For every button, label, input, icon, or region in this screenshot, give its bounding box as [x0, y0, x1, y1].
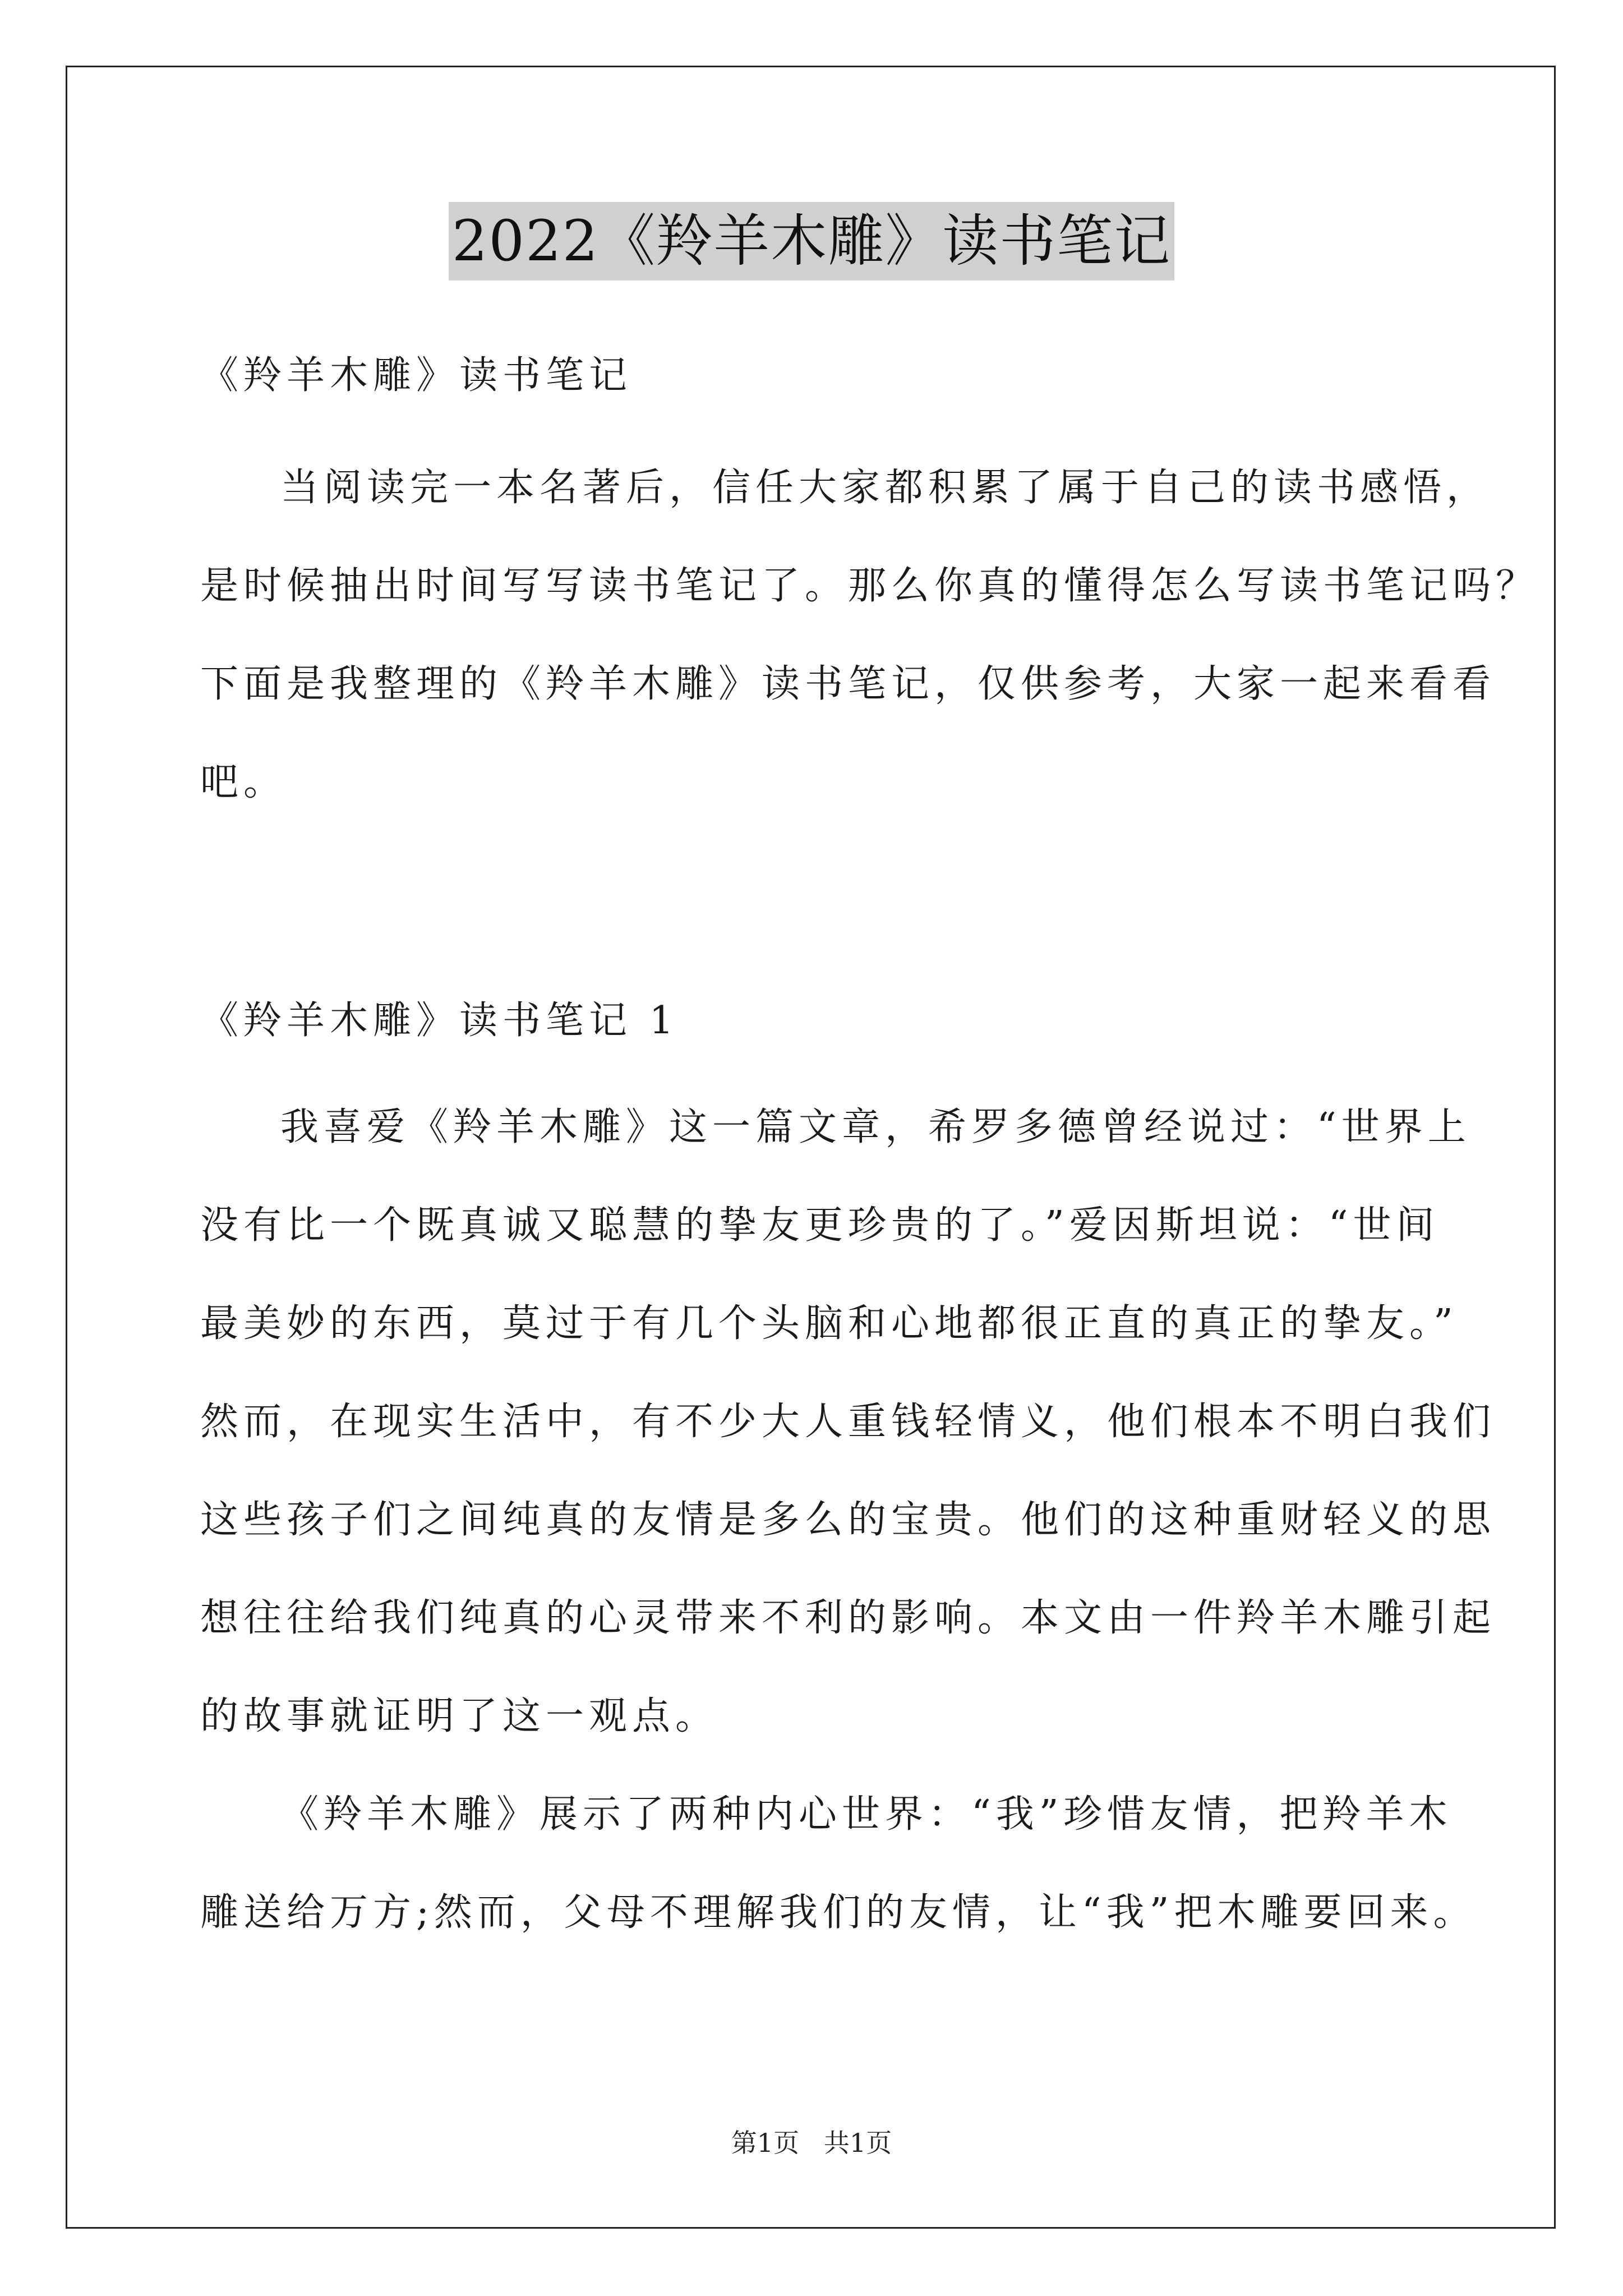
para1-line: 的故事就证明了这一观点。	[200, 1694, 719, 1738]
para1-line: 我喜爱《羚羊木雕》这一篇文章，希罗多德曾经说过：“世界上	[280, 1105, 1471, 1149]
para1-line: 这些孩子们之间纯真的友情是多么的宝贵。他们的这种重财轻义的思	[200, 1498, 1496, 1542]
page-footer: 第1页 共1页	[731, 2128, 892, 2158]
para1-line: 想往往给我们纯真的心灵带来不利的影响。本文由一件羚羊木雕引起	[200, 1596, 1496, 1640]
intro-line: 吧。	[200, 760, 287, 804]
title-container	[0, 202, 1623, 280]
para1-line: 然而，在现实生活中，有不少大人重钱轻情义，他们根本不明白我们	[200, 1400, 1496, 1444]
intro-line: 是时候抽出时间写写读书笔记了。那么你真的懂得怎么写读书笔记吗？	[200, 564, 1539, 608]
para1-line: 最美妙的东西，莫过于有几个头脑和心地都很正直的真正的挚友。”	[200, 1301, 1458, 1346]
intro-line: 下面是我整理的《羚羊木雕》读书笔记，仅供参考，大家一起来看看	[200, 662, 1496, 706]
section-heading: 《羚羊木雕》读书笔记 1	[200, 999, 679, 1043]
intro-line: 当阅读完一本名著后，信任大家都积累了属于自己的读书感悟，	[280, 466, 1490, 510]
document-title: 2022《羚羊木雕》读书笔记	[449, 202, 1175, 280]
para2-line: 雕送给万方;然而，父母不理解我们的友情，让“我”把木雕要回来。	[200, 1890, 1477, 1935]
subheading: 《羚羊木雕》读书笔记	[200, 353, 633, 398]
para2-line: 《羚羊木雕》展示了两种内心世界：“我”珍惜友情，把羚羊木	[280, 1792, 1453, 1837]
para1-line: 没有比一个既真诚又聪慧的挚友更珍贵的了。”爱因斯坦说：“世间	[200, 1203, 1440, 1248]
